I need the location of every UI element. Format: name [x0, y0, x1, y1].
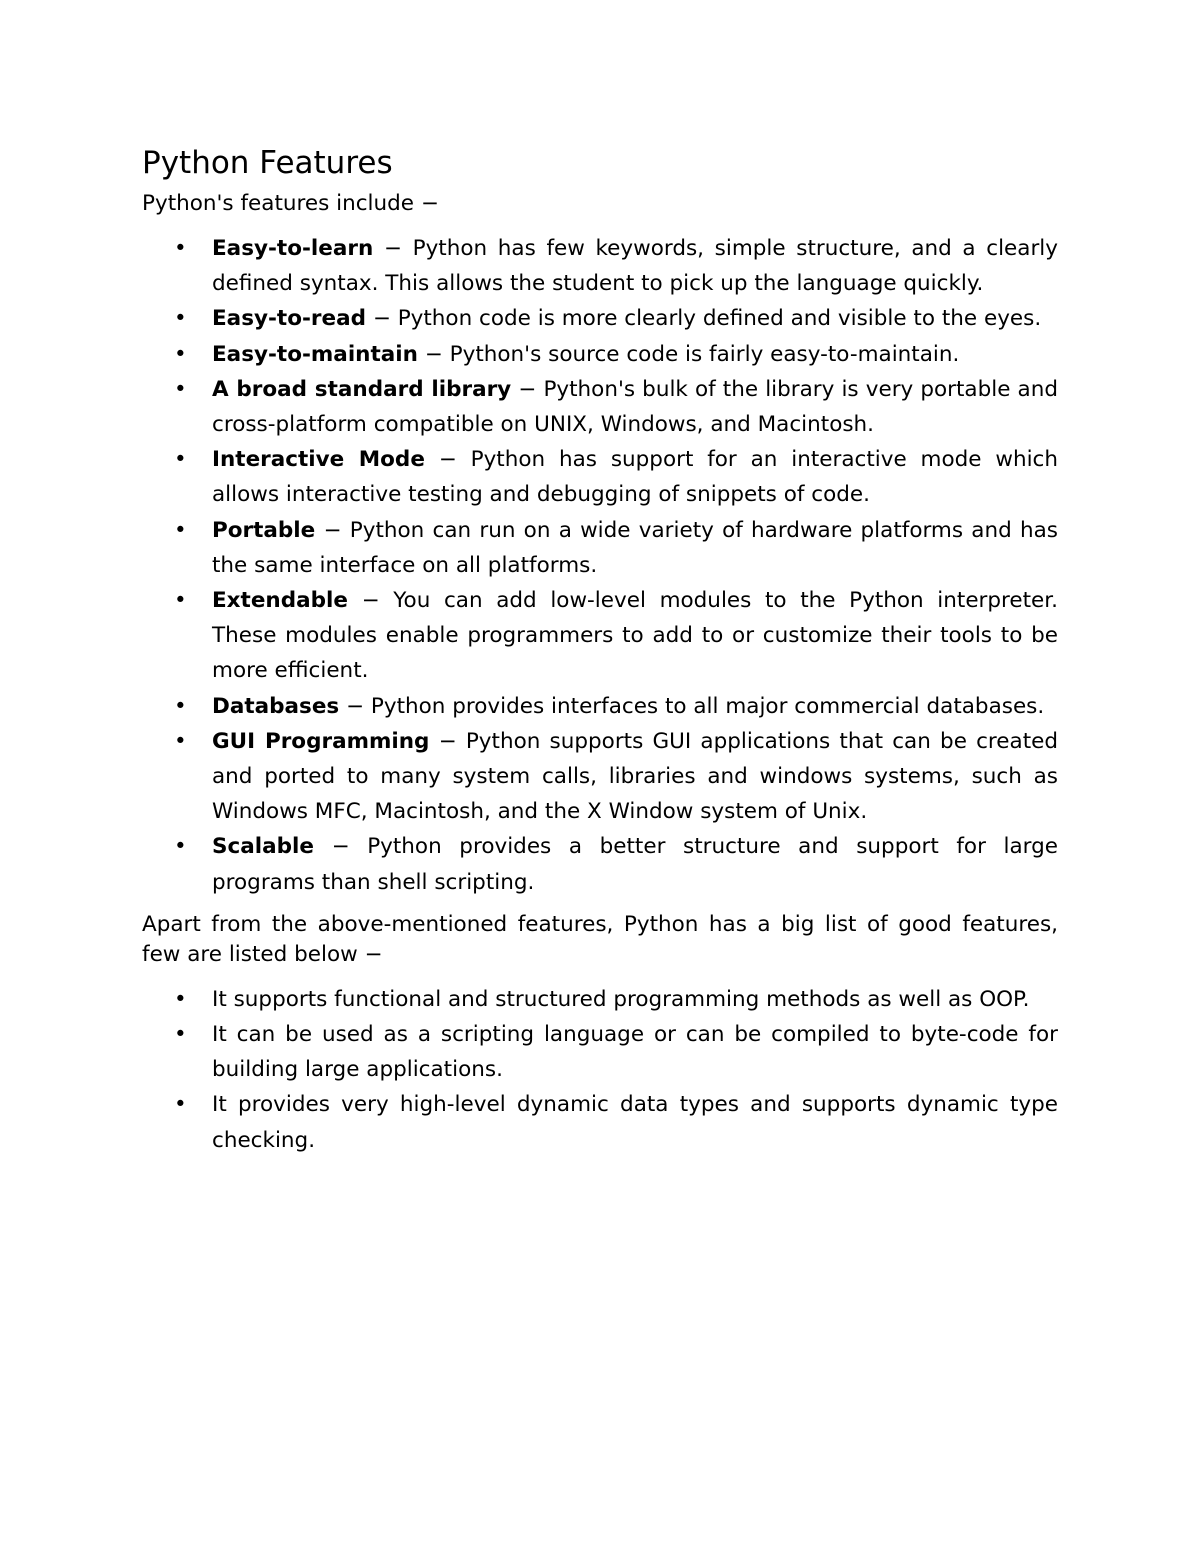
feature-term: Portable: [212, 517, 316, 543]
feature-text: Python's source code is fairly easy-to-maintain.: [449, 341, 960, 367]
feature-term: A broad standard library: [212, 376, 512, 402]
feature-term: Interactive Mode: [212, 447, 425, 473]
feature-text: You can add low-level modules to the Python interpreter. These modules enable programmers to add to or customize their tools to be more efficient.: [212, 588, 1058, 684]
list-item: [142, 231, 1058, 301]
list-item: [142, 1017, 1058, 1087]
bullet-icon: •: [174, 728, 187, 754]
list-item: [142, 442, 1058, 512]
summary-paragraph: Apart from the above-mentioned features, Python has a big list of good features, few are listed below −: [142, 911, 1058, 967]
list-item: [142, 724, 1058, 830]
bullet-icon: •: [174, 236, 187, 261]
dash: −: [429, 728, 466, 754]
feature-term: Databases: [212, 693, 340, 719]
bullet-icon: •: [174, 1022, 187, 1048]
feature-term: Scalable: [212, 834, 314, 860]
feature-text: Python provides interfaces to all major commercial databases.: [370, 693, 1045, 719]
dash: −: [511, 376, 544, 402]
feature-term: Easy-to-maintain: [212, 341, 418, 367]
bullet-icon: •: [174, 834, 187, 860]
list-item: [142, 583, 1058, 689]
list-item: [142, 301, 1058, 336]
extra-text: It can be used as a scripting language or can be compiled to byte-code for building large applications.: [212, 1022, 1058, 1083]
page-title: Python Features: [142, 145, 393, 181]
bullet-icon: •: [174, 588, 187, 614]
dash: −: [315, 517, 350, 543]
extra-text: It provides very high-level dynamic data types and supports dynamic type checking.: [212, 1092, 1058, 1153]
bullet-icon: •: [174, 306, 187, 332]
list-item: [142, 513, 1058, 583]
feature-text: Python code is more clearly defined and visible to the eyes.: [397, 306, 1042, 332]
feature-term: GUI Programming: [212, 728, 430, 754]
dash: −: [347, 588, 394, 614]
dash: −: [417, 341, 450, 367]
feature-text: Python's bulk of the library is very portable and cross-platform compatible on UNIX, Windows, and Macintosh.: [212, 376, 1059, 438]
feature-term: Extendable: [212, 588, 348, 614]
list-item: [142, 982, 1058, 1017]
feature-text: Python provides a better structure and support for large programs than shell scripting.: [212, 834, 1059, 895]
extra-text: It supports functional and structured programming methods as well as OOP.: [212, 986, 1030, 1012]
dash: −: [339, 693, 371, 719]
feature-text: Python supports GUI applications that can be created and ported to many system calls, libraries and windows systems, such as Windows MFC, Macintosh, and the X Window system of Unix.: [212, 728, 1058, 825]
list-item: [142, 689, 1058, 724]
dash: −: [366, 306, 398, 332]
feature-text: Python can run on a wide variety of hardware platforms and has the same interface on all platforms.: [212, 517, 1058, 578]
feature-term: Easy-to-learn: [212, 236, 374, 261]
bullet-icon: •: [174, 341, 187, 367]
list-item: [142, 337, 1058, 372]
list-item: [142, 1087, 1058, 1157]
dash: −: [313, 834, 368, 860]
feature-text: Python has few keywords, simple structure, and a clearly defined syntax. This allows the student to pick up the language quickly.: [212, 236, 1058, 297]
feature-term: Easy-to-read: [212, 306, 366, 332]
feature-text: Python has support for an interactive mode which allows interactive testing and debugging of snippets of code.: [212, 447, 1058, 508]
list-item: [142, 372, 1058, 442]
list-item: [142, 829, 1058, 899]
bullet-icon: •: [174, 986, 187, 1012]
document-page: [142, 140, 1058, 1158]
bullet-icon: •: [174, 693, 187, 719]
bullet-icon: •: [174, 1092, 187, 1118]
bullet-icon: •: [174, 376, 187, 402]
intro-text: Python's features include −: [142, 191, 439, 216]
dash: −: [373, 236, 413, 261]
bullet-icon: •: [174, 517, 187, 543]
features-list: [142, 231, 1058, 900]
extras-list: [142, 982, 1058, 1158]
dash: −: [424, 447, 471, 473]
bullet-icon: •: [174, 447, 187, 473]
